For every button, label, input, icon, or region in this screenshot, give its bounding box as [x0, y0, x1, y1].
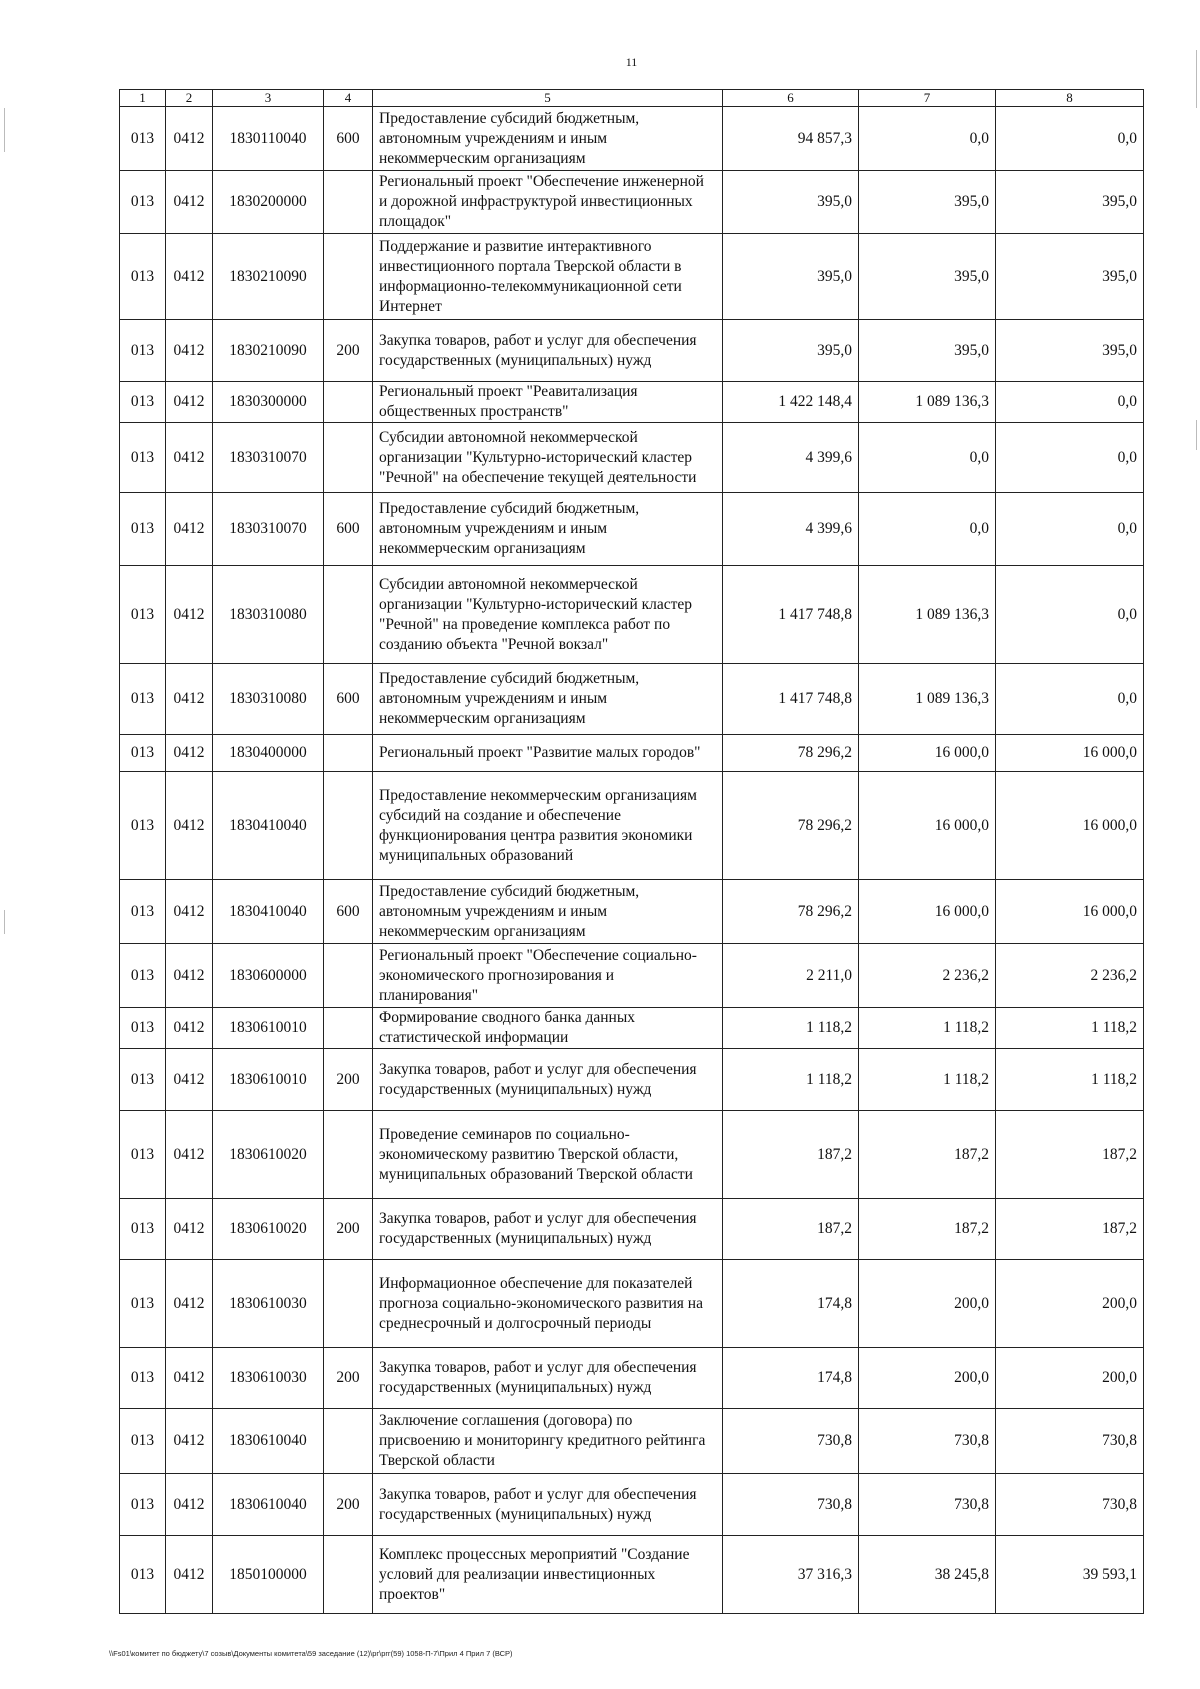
target-article-cell: 1850100000	[213, 1536, 324, 1614]
column-header: 2	[166, 90, 213, 107]
target-article-cell: 1830210090	[213, 234, 324, 320]
target-article-cell: 1830610030	[213, 1348, 324, 1409]
section-code-cell: 0412	[166, 566, 213, 664]
admin-code-cell: 013	[120, 493, 166, 566]
admin-code-cell: 013	[120, 772, 166, 880]
amount-col8-cell: 0,0	[996, 493, 1144, 566]
table-row	[120, 1409, 1144, 1474]
amount-col8-cell: 0,0	[996, 107, 1144, 171]
amount-col7-cell: 1 089 136,3	[859, 566, 996, 664]
amount-col6-cell: 94 857,3	[723, 107, 859, 171]
admin-code-cell: 013	[120, 944, 166, 1008]
expense-type-cell: 200	[324, 1199, 373, 1260]
column-header: 1	[120, 90, 166, 107]
expense-type-cell: 600	[324, 664, 373, 735]
target-article-cell: 1830610040	[213, 1474, 324, 1536]
table-row	[120, 1260, 1144, 1348]
amount-col6-cell: 395,0	[723, 320, 859, 382]
admin-code-cell: 013	[120, 171, 166, 234]
admin-code-cell: 013	[120, 1474, 166, 1536]
table-row	[120, 171, 1144, 234]
section-code-cell: 0412	[166, 772, 213, 880]
amount-col8-cell: 0,0	[996, 664, 1144, 735]
target-article-cell: 1830610010	[213, 1008, 324, 1049]
section-code-cell: 0412	[166, 1111, 213, 1199]
amount-col6-cell: 187,2	[723, 1199, 859, 1260]
description-cell: Региональный проект "Обеспечение социально-экономического прогнозирования и планирования"	[373, 944, 723, 1008]
expense-type-cell	[324, 171, 373, 234]
target-article-cell: 1830600000	[213, 944, 324, 1008]
description-cell: Региональный проект "Реавитализация общественных пространств"	[373, 382, 723, 423]
section-code-cell: 0412	[166, 423, 213, 493]
expense-type-cell	[324, 1111, 373, 1199]
amount-col7-cell: 395,0	[859, 320, 996, 382]
amount-col8-cell: 39 593,1	[996, 1536, 1144, 1614]
target-article-cell: 1830110040	[213, 107, 324, 171]
section-code-cell: 0412	[166, 171, 213, 234]
amount-col7-cell: 187,2	[859, 1111, 996, 1199]
amount-col6-cell: 174,8	[723, 1260, 859, 1348]
section-code-cell: 0412	[166, 1348, 213, 1409]
section-code-cell: 0412	[166, 234, 213, 320]
description-cell: Заключение соглашения (договора) по присвоению и мониторингу кредитного рейтинга Тверской области	[373, 1409, 723, 1474]
target-article-cell: 1830610040	[213, 1409, 324, 1474]
column-number-row	[120, 90, 1144, 107]
amount-col6-cell: 37 316,3	[723, 1536, 859, 1614]
table-row	[120, 664, 1144, 735]
target-article-cell: 1830610020	[213, 1199, 324, 1260]
amount-col7-cell: 38 245,8	[859, 1536, 996, 1614]
amount-col6-cell: 78 296,2	[723, 735, 859, 772]
section-code-cell: 0412	[166, 944, 213, 1008]
amount-col7-cell: 1 089 136,3	[859, 382, 996, 423]
description-cell: Предоставление субсидий бюджетным, автономным учреждениям и иным некоммерческим организациям	[373, 880, 723, 944]
amount-col6-cell: 730,8	[723, 1409, 859, 1474]
expense-type-cell: 200	[324, 320, 373, 382]
expense-type-cell	[324, 1260, 373, 1348]
admin-code-cell: 013	[120, 1536, 166, 1614]
amount-col8-cell: 1 118,2	[996, 1049, 1144, 1111]
section-code-cell: 0412	[166, 1008, 213, 1049]
expense-type-cell: 200	[324, 1474, 373, 1536]
amount-col6-cell: 2 211,0	[723, 944, 859, 1008]
amount-col7-cell: 200,0	[859, 1348, 996, 1409]
amount-col8-cell: 16 000,0	[996, 772, 1144, 880]
expense-type-cell: 600	[324, 493, 373, 566]
amount-col8-cell: 1 118,2	[996, 1008, 1144, 1049]
scan-edge-mark	[1196, 50, 1197, 108]
target-article-cell: 1830200000	[213, 171, 324, 234]
amount-col7-cell: 16 000,0	[859, 772, 996, 880]
expense-type-cell	[324, 1409, 373, 1474]
description-cell: Формирование сводного банка данных статистической информации	[373, 1008, 723, 1049]
target-article-cell: 1830300000	[213, 382, 324, 423]
description-cell: Информационное обеспечение для показателей прогноза социально-экономического развития на среднесрочный и долгосрочный периоды	[373, 1260, 723, 1348]
expense-type-cell	[324, 1008, 373, 1049]
admin-code-cell: 013	[120, 1260, 166, 1348]
amount-col8-cell: 200,0	[996, 1348, 1144, 1409]
description-cell: Закупка товаров, работ и услуг для обеспечения государственных (муниципальных) нужд	[373, 1474, 723, 1536]
amount-col7-cell: 395,0	[859, 171, 996, 234]
admin-code-cell: 013	[120, 382, 166, 423]
amount-col7-cell: 2 236,2	[859, 944, 996, 1008]
expense-type-cell	[324, 423, 373, 493]
target-article-cell: 1830410040	[213, 772, 324, 880]
amount-col7-cell: 16 000,0	[859, 880, 996, 944]
expense-type-cell	[324, 566, 373, 664]
amount-col8-cell: 730,8	[996, 1474, 1144, 1536]
amount-col6-cell: 4 399,6	[723, 493, 859, 566]
amount-col8-cell: 0,0	[996, 566, 1144, 664]
description-cell: Субсидии автономной некоммерческой организации "Культурно-исторический кластер "Речной" на обеспечение текущей деятельности	[373, 423, 723, 493]
amount-col8-cell: 2 236,2	[996, 944, 1144, 1008]
admin-code-cell: 013	[120, 1008, 166, 1049]
amount-col6-cell: 1 118,2	[723, 1049, 859, 1111]
description-cell: Региональный проект "Обеспечение инженерной и дорожной инфраструктурой инвестиционных площадок"	[373, 171, 723, 234]
amount-col6-cell: 1 417 748,8	[723, 664, 859, 735]
admin-code-cell: 013	[120, 1409, 166, 1474]
description-cell: Проведение семинаров по социально-экономическому развитию Тверской области, муниципальных образований Тверской области	[373, 1111, 723, 1199]
amount-col8-cell: 730,8	[996, 1409, 1144, 1474]
amount-col7-cell: 395,0	[859, 234, 996, 320]
amount-col7-cell: 1 089 136,3	[859, 664, 996, 735]
amount-col6-cell: 395,0	[723, 171, 859, 234]
expense-type-cell	[324, 735, 373, 772]
amount-col8-cell: 16 000,0	[996, 735, 1144, 772]
target-article-cell: 1830410040	[213, 880, 324, 944]
admin-code-cell: 013	[120, 234, 166, 320]
description-cell: Закупка товаров, работ и услуг для обеспечения государственных (муниципальных) нужд	[373, 1199, 723, 1260]
section-code-cell: 0412	[166, 1199, 213, 1260]
expense-type-cell: 600	[324, 880, 373, 944]
description-cell: Закупка товаров, работ и услуг для обеспечения государственных (муниципальных) нужд	[373, 320, 723, 382]
amount-col6-cell: 1 417 748,8	[723, 566, 859, 664]
expense-type-cell	[324, 382, 373, 423]
table-row	[120, 772, 1144, 880]
admin-code-cell: 013	[120, 320, 166, 382]
table-row	[120, 1474, 1144, 1536]
table-row	[120, 566, 1144, 664]
column-header: 6	[723, 90, 859, 107]
section-code-cell: 0412	[166, 735, 213, 772]
admin-code-cell: 013	[120, 1348, 166, 1409]
admin-code-cell: 013	[120, 1199, 166, 1260]
table-row	[120, 880, 1144, 944]
target-article-cell: 1830310070	[213, 493, 324, 566]
admin-code-cell: 013	[120, 1049, 166, 1111]
amount-col8-cell: 0,0	[996, 423, 1144, 493]
amount-col8-cell: 16 000,0	[996, 880, 1144, 944]
amount-col6-cell: 187,2	[723, 1111, 859, 1199]
table-row	[120, 735, 1144, 772]
expense-type-cell	[324, 944, 373, 1008]
description-cell: Предоставление субсидий бюджетным, автономным учреждениям и иным некоммерческим организациям	[373, 664, 723, 735]
amount-col7-cell: 1 118,2	[859, 1008, 996, 1049]
target-article-cell: 1830400000	[213, 735, 324, 772]
expense-type-cell	[324, 1536, 373, 1614]
admin-code-cell: 013	[120, 880, 166, 944]
table-body	[120, 107, 1144, 1614]
scan-edge-mark	[1196, 420, 1197, 450]
section-code-cell: 0412	[166, 1409, 213, 1474]
amount-col6-cell: 78 296,2	[723, 880, 859, 944]
footer-file-path: \\Fs01\комитет по бюджету\7 созыв\Документы комитета\59 заседание (12)\рг\prг(59) 1058-П-7\Прил 4 Прил 7 (ВСР)	[109, 1649, 513, 1658]
admin-code-cell: 013	[120, 423, 166, 493]
description-cell: Закупка товаров, работ и услуг для обеспечения государственных (муниципальных) нужд	[373, 1049, 723, 1111]
description-cell: Субсидии автономной некоммерческой организации "Культурно-исторический кластер "Речной" на проведение комплекса работ по созданию объекта "Речной вокзал"	[373, 566, 723, 664]
table-row	[120, 1348, 1144, 1409]
amount-col6-cell: 1 422 148,4	[723, 382, 859, 423]
amount-col7-cell: 0,0	[859, 493, 996, 566]
column-header: 7	[859, 90, 996, 107]
expense-type-cell: 200	[324, 1049, 373, 1111]
amount-col8-cell: 187,2	[996, 1111, 1144, 1199]
amount-col8-cell: 395,0	[996, 234, 1144, 320]
scan-edge-mark	[4, 108, 5, 152]
section-code-cell: 0412	[166, 1260, 213, 1348]
target-article-cell: 1830310080	[213, 664, 324, 735]
amount-col7-cell: 16 000,0	[859, 735, 996, 772]
target-article-cell: 1830610020	[213, 1111, 324, 1199]
admin-code-cell: 013	[120, 1111, 166, 1199]
section-code-cell: 0412	[166, 493, 213, 566]
admin-code-cell: 013	[120, 735, 166, 772]
table-row	[120, 1049, 1144, 1111]
table-row	[120, 234, 1144, 320]
section-code-cell: 0412	[166, 1536, 213, 1614]
amount-col7-cell: 0,0	[859, 423, 996, 493]
amount-col6-cell: 4 399,6	[723, 423, 859, 493]
column-header: 8	[996, 90, 1144, 107]
description-cell: Закупка товаров, работ и услуг для обеспечения государственных (муниципальных) нужд	[373, 1348, 723, 1409]
amount-col6-cell: 1 118,2	[723, 1008, 859, 1049]
column-header: 5	[373, 90, 723, 107]
amount-col8-cell: 395,0	[996, 320, 1144, 382]
description-cell: Региональный проект "Развитие малых городов"	[373, 735, 723, 772]
table-row	[120, 423, 1144, 493]
amount-col8-cell: 187,2	[996, 1199, 1144, 1260]
amount-col6-cell: 78 296,2	[723, 772, 859, 880]
table-row	[120, 1008, 1144, 1049]
expense-type-cell: 600	[324, 107, 373, 171]
table-row	[120, 1199, 1144, 1260]
section-code-cell: 0412	[166, 1474, 213, 1536]
admin-code-cell: 013	[120, 107, 166, 171]
description-cell: Предоставление субсидий бюджетным, автономным учреждениям и иным некоммерческим организациям	[373, 107, 723, 171]
target-article-cell: 1830610030	[213, 1260, 324, 1348]
description-cell: Комплекс процессных мероприятий "Создание условий для реализации инвестиционных проектов"	[373, 1536, 723, 1614]
section-code-cell: 0412	[166, 382, 213, 423]
amount-col8-cell: 395,0	[996, 171, 1144, 234]
expense-type-cell: 200	[324, 1348, 373, 1409]
amount-col7-cell: 730,8	[859, 1474, 996, 1536]
section-code-cell: 0412	[166, 107, 213, 171]
budget-table	[119, 89, 1144, 1614]
amount-col8-cell: 0,0	[996, 382, 1144, 423]
description-cell: Предоставление некоммерческим организациям субсидий на создание и обеспечение функционирования центра развития экономики муниципальных образований	[373, 772, 723, 880]
target-article-cell: 1830210090	[213, 320, 324, 382]
table-row	[120, 944, 1144, 1008]
table-row	[120, 493, 1144, 566]
section-code-cell: 0412	[166, 880, 213, 944]
expense-type-cell	[324, 772, 373, 880]
table-row	[120, 1111, 1144, 1199]
amount-col6-cell: 730,8	[723, 1474, 859, 1536]
section-code-cell: 0412	[166, 320, 213, 382]
section-code-cell: 0412	[166, 664, 213, 735]
scan-edge-mark	[4, 910, 5, 934]
amount-col6-cell: 174,8	[723, 1348, 859, 1409]
admin-code-cell: 013	[120, 566, 166, 664]
amount-col7-cell: 1 118,2	[859, 1049, 996, 1111]
column-header: 3	[213, 90, 324, 107]
admin-code-cell: 013	[120, 664, 166, 735]
column-header: 4	[324, 90, 373, 107]
amount-col7-cell: 0,0	[859, 107, 996, 171]
amount-col7-cell: 187,2	[859, 1199, 996, 1260]
target-article-cell: 1830310080	[213, 566, 324, 664]
table-row	[120, 382, 1144, 423]
expense-type-cell	[324, 234, 373, 320]
table-row	[120, 320, 1144, 382]
description-cell: Предоставление субсидий бюджетным, автономным учреждениям и иным некоммерческим организациям	[373, 493, 723, 566]
amount-col7-cell: 200,0	[859, 1260, 996, 1348]
table-row	[120, 107, 1144, 171]
amount-col7-cell: 730,8	[859, 1409, 996, 1474]
target-article-cell: 1830610010	[213, 1049, 324, 1111]
section-code-cell: 0412	[166, 1049, 213, 1111]
table-row	[120, 1536, 1144, 1614]
description-cell: Поддержание и развитие интерактивного инвестиционного портала Тверской области в информационно-телекоммуникационной сети Интернет	[373, 234, 723, 320]
amount-col6-cell: 395,0	[723, 234, 859, 320]
target-article-cell: 1830310070	[213, 423, 324, 493]
page-number: 11	[625, 55, 638, 69]
amount-col8-cell: 200,0	[996, 1260, 1144, 1348]
